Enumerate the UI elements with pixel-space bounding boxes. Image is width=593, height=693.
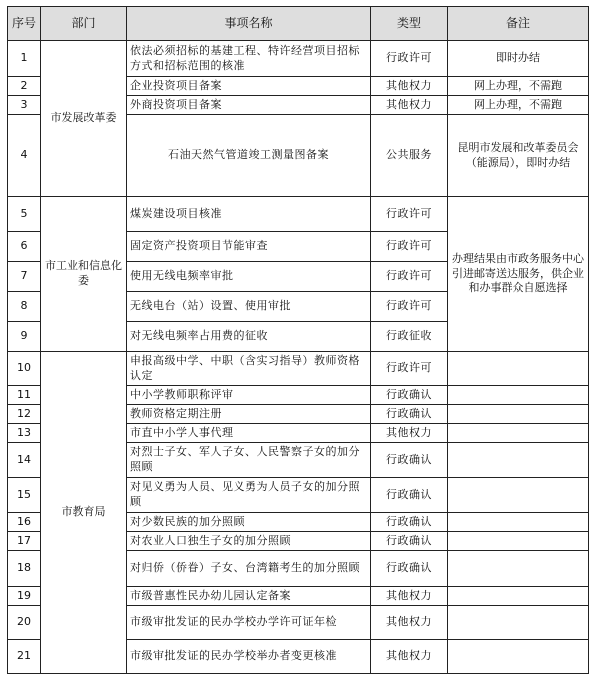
row-note: 网上办理，不需跑 [448, 77, 589, 96]
row-no: 7 [8, 262, 41, 292]
row-type: 行政确认 [371, 532, 448, 551]
dept-cell: 市工业和信息化委 [41, 197, 127, 352]
row-no: 8 [8, 292, 41, 322]
row-item: 石油天然气管道竣工测量图备案 [127, 115, 371, 197]
row-no: 18 [8, 551, 41, 587]
row-item: 对烈士子女、军人子女、人民警察子女的加分照顾 [127, 443, 371, 478]
row-note [448, 443, 589, 478]
header-note: 备注 [448, 7, 589, 41]
table-row [8, 41, 589, 77]
row-type: 行政确认 [371, 443, 448, 478]
row-note: 办理结果由市政务服务中心引进邮寄送达服务，供企业和办事群众自愿选择 [448, 197, 589, 352]
row-no: 1 [8, 41, 41, 77]
row-type: 其他权力 [371, 640, 448, 674]
row-no: 17 [8, 532, 41, 551]
dept-cell: 市教育局 [41, 352, 127, 674]
header-no: 序号 [8, 7, 41, 41]
row-no: 11 [8, 386, 41, 405]
row-item: 申报高级中学、中职（含实习指导）教师资格认定 [127, 352, 371, 386]
row-type: 公共服务 [371, 115, 448, 197]
row-no: 20 [8, 606, 41, 640]
row-no: 19 [8, 587, 41, 606]
row-item: 无线电台（站）设置、使用审批 [127, 292, 371, 322]
row-item: 对农业人口独生子女的加分照顾 [127, 532, 371, 551]
row-note [448, 513, 589, 532]
row-type: 行政确认 [371, 513, 448, 532]
row-note [448, 587, 589, 606]
row-note: 即时办结 [448, 41, 589, 77]
row-item: 煤炭建设项目核准 [127, 197, 371, 232]
row-note [448, 551, 589, 587]
row-item: 外商投资项目备案 [127, 96, 371, 115]
dept-cell: 市发展改革委 [41, 41, 127, 197]
service-items-table [7, 6, 589, 674]
row-note: 昆明市发展和改革委员会（能源局），即时办结 [448, 115, 589, 197]
row-note [448, 606, 589, 640]
row-note [448, 405, 589, 424]
row-no: 12 [8, 405, 41, 424]
row-no: 5 [8, 197, 41, 232]
row-item: 依法必须招标的基建工程、特许经营项目招标方式和招标范围的核准 [127, 41, 371, 77]
row-no: 21 [8, 640, 41, 674]
row-type: 行政许可 [371, 197, 448, 232]
row-item: 市级审批发证的民办学校办学许可证年检 [127, 606, 371, 640]
row-item: 市级普惠性民办幼儿园认定备案 [127, 587, 371, 606]
row-note [448, 424, 589, 443]
row-no: 15 [8, 478, 41, 513]
row-note [448, 352, 589, 386]
row-type: 行政征收 [371, 322, 448, 352]
row-type: 其他权力 [371, 96, 448, 115]
row-type: 其他权力 [371, 587, 448, 606]
row-type: 其他权力 [371, 606, 448, 640]
row-item: 对归侨（侨眷）子女、台湾籍考生的加分照顾 [127, 551, 371, 587]
row-item: 企业投资项目备案 [127, 77, 371, 96]
row-item: 对无线电频率占用费的征收 [127, 322, 371, 352]
header-item: 事项名称 [127, 7, 371, 41]
row-type: 行政许可 [371, 352, 448, 386]
row-no: 2 [8, 77, 41, 96]
row-no: 6 [8, 232, 41, 262]
row-no: 9 [8, 322, 41, 352]
row-type: 行政确认 [371, 551, 448, 587]
header-type: 类型 [371, 7, 448, 41]
row-type: 行政许可 [371, 41, 448, 77]
row-item: 使用无线电频率审批 [127, 262, 371, 292]
row-item: 对见义勇为人员、见义勇为人员子女的加分照顾 [127, 478, 371, 513]
table-row [8, 197, 589, 232]
row-type: 行政确认 [371, 478, 448, 513]
table-header-row [8, 7, 589, 41]
row-note [448, 640, 589, 674]
row-type: 行政许可 [371, 262, 448, 292]
row-note [448, 386, 589, 405]
row-note [448, 478, 589, 513]
table-row [8, 352, 589, 386]
row-no: 14 [8, 443, 41, 478]
row-no: 13 [8, 424, 41, 443]
row-type: 行政确认 [371, 405, 448, 424]
row-type: 其他权力 [371, 424, 448, 443]
row-item: 对少数民族的加分照顾 [127, 513, 371, 532]
row-no: 3 [8, 96, 41, 115]
row-item: 固定资产投资项目节能审查 [127, 232, 371, 262]
row-type: 行政许可 [371, 232, 448, 262]
row-item: 市直中小学人事代理 [127, 424, 371, 443]
row-note [448, 532, 589, 551]
header-dept: 部门 [41, 7, 127, 41]
row-item: 教师资格定期注册 [127, 405, 371, 424]
row-item: 市级审批发证的民办学校举办者变更核准 [127, 640, 371, 674]
row-item: 中小学教师职称评审 [127, 386, 371, 405]
row-type: 其他权力 [371, 77, 448, 96]
row-type: 行政确认 [371, 386, 448, 405]
row-no: 16 [8, 513, 41, 532]
row-no: 4 [8, 115, 41, 197]
row-type: 行政许可 [371, 292, 448, 322]
row-note: 网上办理，不需跑 [448, 96, 589, 115]
row-no: 10 [8, 352, 41, 386]
